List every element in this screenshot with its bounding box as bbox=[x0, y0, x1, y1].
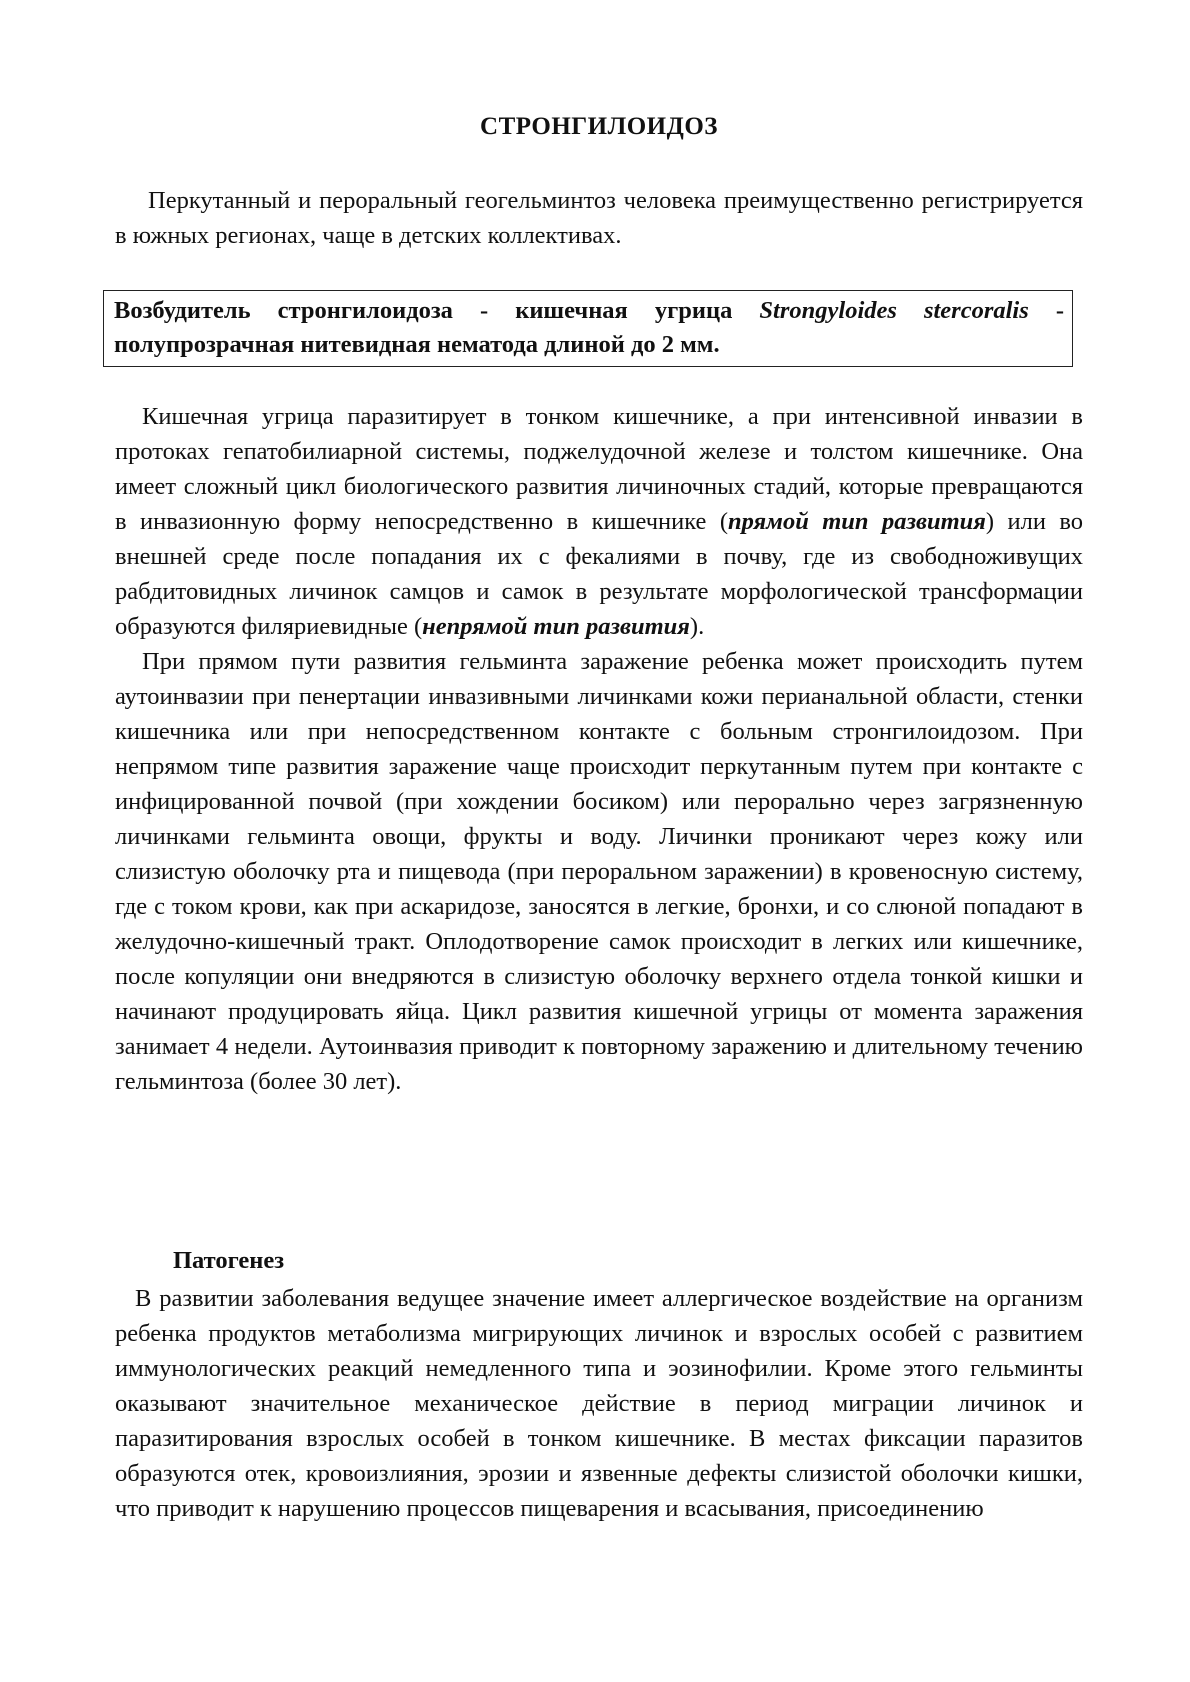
pathogen-callout-box bbox=[103, 290, 1073, 367]
pathogenesis-paragraph: В развитии заболевания ведущее значение имеет аллергическое воздействие на организм ребенка продуктов метаболизма мигрирующих личинок и взрослых особей с развитием иммунологических реакций немедленного типа и эозинофилии. Кроме этого гельминты оказывают значительное механическое действие в период миграции личинок и паразитирования взрослых особей в тонком кишечнике. В местах фиксации паразитов образуются отек, кровоизлияния, эрозии и язвенные дефекты слизистой оболочки кишки, что приводит к нарушению процессов пищеварения и всасывания, присоединению bbox=[115, 1285, 1083, 1522]
callout-text-part1: Возбудитель стронгилоидоза - кишечная угрица bbox=[114, 297, 760, 324]
section-heading-pathogenesis: Патогенез bbox=[173, 1247, 285, 1274]
callout-text bbox=[114, 294, 1064, 362]
species-name: Strongyloides stercoralis bbox=[759, 297, 1029, 324]
lifecycle-text-1: Кишечная угрица паразитирует в тонком кишечнике, а при интенсивной инвазии в протоках гепатобилиарной системы, поджелудочной железе и толстом кишечнике. Она имеет сложный цикл биологического развития личиночных стадий, которые превращаются в инвазионную форму непосредственно в кишечнике ( bbox=[115, 403, 1083, 535]
lifecycle-paragraph bbox=[115, 399, 1083, 644]
callout-text-part2: - полупрозрачная нитевидная нематода длиной до 2 мм. bbox=[114, 297, 1064, 358]
main-body bbox=[115, 399, 1083, 1099]
term-direct-development: прямой тип развития bbox=[728, 508, 986, 535]
page-title: СТРОНГИЛОИДОЗ bbox=[480, 113, 718, 140]
lifecycle-text-3: ). bbox=[689, 613, 705, 640]
intro-paragraph: Перкутанный и пероральный геогельминтоз человека преимущественно регистрируется в южных регионах, чаще в детских коллективах. bbox=[115, 187, 1083, 249]
infection-paragraph: При прямом пути развития гельминта заражение ребенка может происходить путем аутоинвазии при пенертации инвазивными личинками кожи перианальной области, стенки кишечника или при непосредственном контакте с больным стронгилоидозом. При непрямом типе развития заражение чаще происходит перкутанным путем при контакте с инфицированной почвой (при хождении босиком) или перорально через загрязненную личинками гельминта овощи, фрукты и воду. Личинки проникают через кожу или слизистую оболочку рта и пищевода (при пероральном заражении) в кровеносную систему, где с током крови, как при аскаридозе, заносятся в легкие, бронхи, и со слюной попадают в желудочно-кишечный тракт. Оплодотворение самок происходит в легких или кишечнике, после копуляции они внедряются в слизистую оболочку верхнего отдела тонкой кишки и начинают продуцировать яйца. Цикл развития кишечной угрицы от момента заражения занимает 4 недели. Аутоинвазия приводит к повторному заражению и длительному течению гельминтоза (более 30 лет). bbox=[115, 648, 1083, 1095]
lifecycle-text-2: ) или во внешней среде после попадания их с фекалиями в почву, где из свободноживущих рабдитовидных личинок самцов и самок в результате морфологической трансформации образуются филяриевидные ( bbox=[115, 508, 1083, 640]
term-indirect-development: непрямой тип развития bbox=[422, 613, 690, 640]
